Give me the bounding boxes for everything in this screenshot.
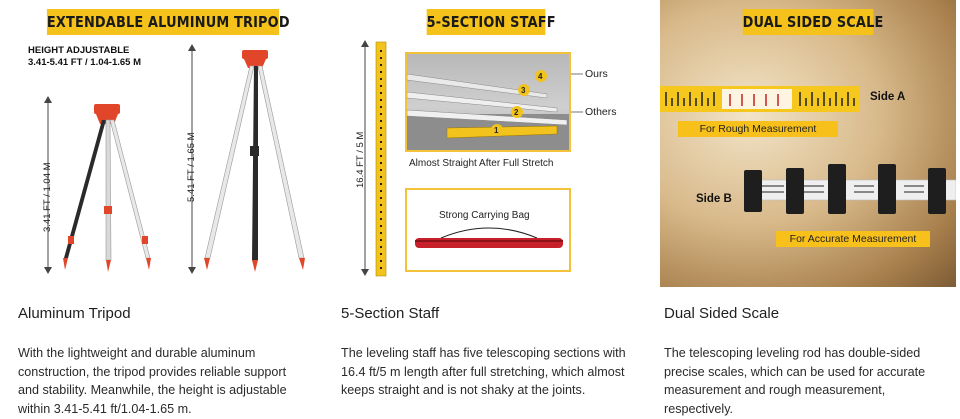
scale-image-panel: [660, 0, 956, 287]
short-height-label: 3.41 FT / 1.04 M: [42, 162, 53, 232]
staff-comparison-photo: [405, 52, 571, 152]
staff-photo-caption: Almost Straight After Full Stretch: [409, 158, 554, 169]
ours-label: Ours: [585, 68, 608, 80]
tripod-title: Aluminum Tripod: [18, 305, 131, 322]
staff-title: 5-Section Staff: [341, 305, 440, 322]
height-adjustable-label: HEIGHT ADJUSTABLE 3.41-5.41 FT / 1.04-1.65 M: [28, 45, 142, 68]
tripod-image-panel: [14, 0, 310, 287]
tripod-banner: EXTENDABLE ALUMINUM TRIPOD: [47, 9, 279, 35]
staff-card: [337, 0, 633, 398]
scale-card: [660, 0, 956, 416]
tall-height-label: 5.41 FT / 1.65 M: [186, 132, 197, 202]
carrying-bag-label: Strong Carrying Bag: [439, 210, 530, 221]
rods-illustration: [407, 54, 571, 152]
carrying-bag-icon: [411, 224, 567, 264]
carrying-bag-box: [405, 188, 571, 272]
side-a-ruler: [660, 86, 860, 112]
tall-tripod-illustration: [200, 46, 310, 276]
short-tripod-illustration: [58, 98, 158, 276]
tripod-description: With the lightweight and durable aluminum construction, the tripod provides reliable support and stability. Meanwhile, the height is adjustable within 3.41-5.41 ft/1.04-1.65 m.: [18, 346, 287, 416]
marker-1: 1: [494, 126, 499, 135]
staff-description: The leveling staff has five telescoping sections with 16.4 ft/5 m length after full stretching, which almost keeps straight and is not shaky at the joints.: [341, 346, 626, 398]
side-b-ruler: [744, 160, 956, 218]
staff-length-label: 16.4 FT / 5 M: [355, 131, 366, 188]
vertical-staff-illustration: [373, 40, 389, 278]
others-label: Others: [585, 106, 617, 118]
rough-measurement-tag: For Rough Measurement: [678, 121, 838, 137]
marker-2: 2: [514, 108, 519, 117]
scale-description: The telescoping leveling rod has double-sided precise scales, which can be used for accurate measurement and rough measurement, respectively.: [664, 346, 926, 416]
side-b-label: Side B: [696, 193, 732, 205]
scale-banner: DUAL SIDED SCALE: [743, 9, 874, 35]
staff-banner: 5-SECTION STAFF: [427, 9, 546, 35]
scale-title: Dual Sided Scale: [664, 305, 780, 322]
accurate-measurement-tag: For Accurate Measurement: [776, 231, 930, 247]
staff-image-panel: [337, 0, 633, 287]
tripod-card: [14, 0, 310, 416]
marker-3: 3: [521, 86, 526, 95]
side-a-label: Side A: [870, 91, 906, 103]
ours-pointer: [571, 70, 585, 120]
marker-4: 4: [538, 72, 543, 81]
